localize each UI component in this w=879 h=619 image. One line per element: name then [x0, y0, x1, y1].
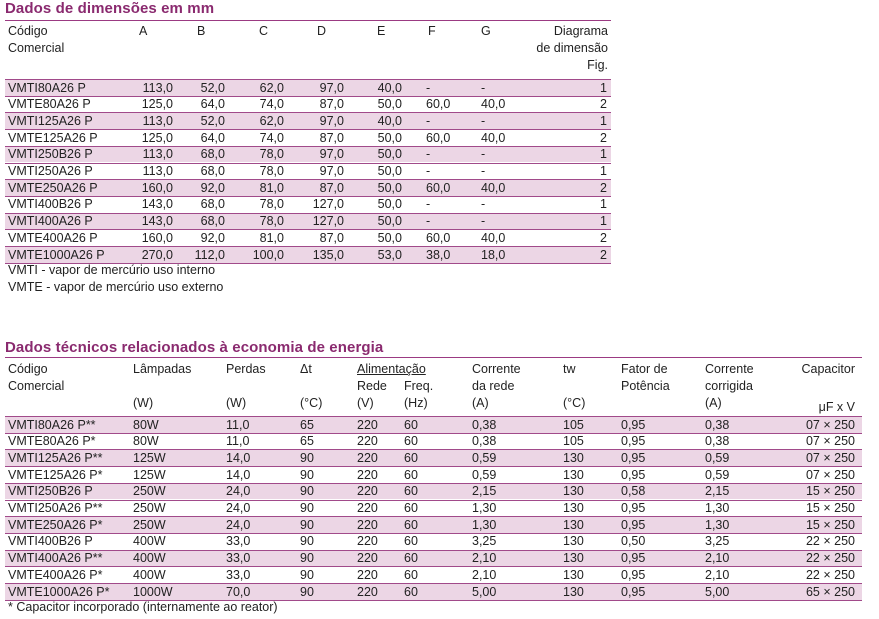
dim-header-code-2: Comercial: [8, 41, 65, 55]
tech-header-dt: Δt: [300, 362, 312, 376]
dim-cell-value: 50,0: [377, 164, 402, 178]
tech-cell-value: 90: [300, 534, 314, 549]
tech-header-corrigida-unit: (A): [705, 396, 722, 410]
tech-cell-value: 24,0: [226, 501, 251, 515]
dim-cell-value: 92,0: [200, 230, 225, 245]
dim-cell-value: -: [426, 113, 431, 128]
tech-cell-value: 70,0: [226, 584, 251, 599]
dim-header-b: B: [197, 24, 206, 38]
tech-cell-value: 400W: [133, 534, 166, 549]
tech-cell-value: 2,10: [472, 567, 497, 582]
tech-cell-value: 0,38: [705, 417, 730, 432]
tech-cell-value: 24,0: [226, 484, 251, 499]
dim-cell-value: 2: [600, 230, 607, 245]
dim-cell-value: 125,0: [141, 97, 173, 112]
tech-cell-value: 3,25: [705, 534, 730, 549]
tech-cell-value: 250W: [133, 484, 166, 499]
tech-cell-value: 0,38: [472, 417, 497, 432]
dim-cell-value: 81,0: [259, 180, 284, 195]
tech-cell-value: 125W: [133, 467, 166, 482]
tech-header-lamp-unit: (W): [133, 396, 154, 410]
tech-cell-value: 220: [357, 434, 378, 449]
dim-cell-value: 50,0: [377, 97, 402, 112]
tech-cell-value: 105: [563, 417, 584, 432]
dim-cell-value: 97,0: [319, 80, 344, 95]
dim-cell-value: 113,0: [142, 113, 173, 128]
dim-cell-value: -: [426, 197, 431, 212]
tech-cell-value: 60: [404, 450, 418, 465]
dim-cell-value: 38,0: [426, 247, 451, 262]
tech-cell-code: VMTI80A26 P**: [8, 417, 96, 432]
tech-cell-value: 0,95: [621, 467, 646, 482]
dim-cell-value: 60,0: [426, 97, 451, 112]
tech-cell-value: 0,38: [472, 434, 497, 449]
tech-cell-value: 90: [300, 484, 314, 499]
dim-cell-value: 40,0: [481, 230, 506, 245]
dim-header-d: D: [317, 24, 327, 38]
tech-cell-value: 5,00: [472, 584, 497, 599]
tech-cell-value: 0,95: [621, 417, 646, 432]
tech-cell-value: 130: [563, 551, 584, 566]
tech-cell-value: 33,0: [226, 551, 251, 566]
tech-cell-value: 15 × 250: [805, 517, 855, 532]
tech-cell-value: 0,59: [705, 467, 730, 482]
dim-cell-value: 50,0: [377, 130, 402, 145]
dim-cell-value: 1: [600, 197, 607, 212]
dim-cell-value: 2: [600, 97, 607, 112]
dimensions-title-rule: [5, 20, 611, 21]
tech-cell-value: 220: [357, 567, 378, 582]
tech-cell-value: 130: [563, 484, 584, 499]
dim-cell-value: 78,0: [259, 147, 284, 162]
dim-cell-value: 97,0: [319, 113, 344, 128]
dim-cell-value: 143,0: [141, 214, 173, 229]
tech-cell-value: 0,59: [472, 467, 497, 482]
dim-cell-value: 40,0: [481, 97, 506, 112]
tech-cell-value: 90: [300, 450, 314, 465]
dim-cell-value: 78,0: [259, 197, 284, 212]
tech-cell-value: 90: [300, 501, 314, 515]
dim-cell-value: 127,0: [312, 197, 344, 212]
dim-cell-value: -: [426, 147, 431, 162]
tech-header-alimentacao: Alimentação: [357, 362, 426, 376]
dim-cell-value: 113,0: [142, 80, 173, 95]
dim-cell-value: 125,0: [141, 130, 173, 145]
tech-cell-value: 5,00: [705, 584, 730, 599]
dim-cell-value: 1: [600, 164, 607, 178]
tech-cell-value: 2,15: [705, 484, 730, 499]
tech-cell-value: 2,15: [472, 484, 497, 499]
tech-cell-code: VMTI125A26 P**: [8, 450, 103, 465]
tech-cell-code: VMTE1000A26 P*: [8, 584, 110, 599]
tech-cell-code: VMTI250A26 P**: [8, 501, 103, 515]
tech-header-code: Código: [8, 362, 48, 376]
dim-cell-value: 50,0: [377, 197, 402, 212]
tech-header-corrigida: Corrente: [705, 362, 754, 376]
dim-note-vmte: VMTE - vapor de mercúrio uso externo: [8, 280, 224, 294]
tech-cell-value: 07 × 250: [805, 450, 855, 465]
tech-cell-value: 2,10: [705, 551, 730, 566]
dim-cell-value: 53,0: [377, 247, 402, 262]
tech-cell-value: 1,30: [705, 501, 730, 515]
dim-cell-value: 62,0: [259, 113, 284, 128]
dim-cell-value: 112,0: [194, 247, 225, 262]
tech-cell-code: VMTE80A26 P*: [8, 434, 96, 449]
tech-cell-value: 220: [357, 517, 378, 532]
tech-cell-value: 0,38: [705, 434, 730, 449]
tech-header-lamp: Lâmpadas: [133, 362, 192, 376]
dim-cell-value: 50,0: [377, 147, 402, 162]
tech-cell-value: 60: [404, 417, 418, 432]
tech-cell-value: 90: [300, 584, 314, 599]
dim-cell-value: 97,0: [319, 164, 344, 178]
tech-header-capacitor-unit: μF x V: [818, 400, 855, 414]
tech-cell-value: 11,0: [226, 417, 250, 432]
tech-cell-value: 60: [404, 567, 418, 582]
tech-cell-value: 220: [357, 450, 378, 465]
dim-cell-value: 1: [600, 80, 607, 95]
dim-cell-value: 40,0: [481, 180, 506, 195]
dim-header-diagram-2: de dimensão: [536, 41, 608, 55]
dim-header-g: G: [481, 24, 491, 38]
tech-cell-value: 60: [404, 484, 418, 499]
tech-header-corrente-unit: (A): [472, 396, 489, 410]
dim-cell-value: 52,0: [200, 113, 225, 128]
dim-cell-value: 64,0: [200, 97, 225, 112]
tech-cell-value: 250W: [133, 501, 166, 515]
tech-cell-value: 130: [563, 450, 584, 465]
dim-cell-value: 143,0: [141, 197, 173, 212]
tech-cell-value: 105: [563, 434, 584, 449]
dim-cell-value: 1: [600, 147, 607, 162]
tech-header-code-2: Comercial: [8, 379, 65, 393]
tech-cell-value: 0,59: [705, 450, 730, 465]
tech-header-perdas: Perdas: [226, 362, 266, 376]
dim-cell-value: -: [481, 147, 486, 162]
dim-cell-value: 68,0: [200, 164, 225, 178]
tech-cell-value: 220: [357, 417, 378, 432]
tech-header-freq-unit: (Hz): [404, 396, 428, 410]
dim-cell-code: VMTI400A26 P: [8, 214, 93, 229]
tech-cell-value: 11,0: [226, 434, 250, 449]
dim-cell-value: 81,0: [259, 230, 284, 245]
tech-cell-value: 1,30: [472, 517, 497, 532]
tech-cell-value: 33,0: [226, 534, 251, 549]
tech-cell-value: 250W: [133, 517, 166, 532]
dim-cell-code: VMTE1000A26 P: [8, 247, 105, 262]
dim-cell-value: 50,0: [377, 214, 402, 229]
tech-cell-value: 60: [404, 434, 418, 449]
dim-cell-value: 74,0: [259, 130, 284, 145]
dim-cell-value: 97,0: [319, 147, 344, 162]
dim-cell-value: 60,0: [426, 130, 451, 145]
dim-cell-value: 50,0: [377, 180, 402, 195]
dim-cell-code: VMTI250A26 P: [8, 164, 93, 178]
tech-header-tw: tw: [563, 362, 576, 376]
dim-cell-value: 64,0: [200, 130, 225, 145]
tech-cell-value: 15 × 250: [805, 501, 855, 515]
dim-cell-value: -: [481, 164, 486, 178]
dim-cell-value: 40,0: [377, 113, 402, 128]
technical-title: Dados técnicos relacionados à economia de energia: [5, 339, 384, 356]
dim-cell-value: 74,0: [259, 97, 284, 112]
tech-header-tw-unit: (°C): [563, 396, 586, 410]
tech-cell-value: 14,0: [226, 450, 251, 465]
tech-cell-value: 65 × 250: [805, 584, 855, 599]
dim-cell-value: -: [481, 113, 486, 128]
tech-cell-code: VMTI400B26 P: [8, 534, 93, 549]
dim-cell-value: -: [481, 197, 486, 212]
dim-cell-value: 135,0: [312, 247, 344, 262]
dim-cell-value: -: [426, 80, 431, 95]
dim-cell-value: -: [426, 214, 431, 229]
dim-cell-value: 87,0: [319, 180, 344, 195]
tech-cell-value: 15 × 250: [805, 484, 855, 499]
dimensions-title: Dados de dimensões em mm: [5, 0, 215, 17]
dim-cell-value: 270,0: [141, 247, 173, 262]
dim-cell-value: 87,0: [319, 130, 344, 145]
tech-cell-value: 60: [404, 467, 418, 482]
tech-cell-code: VMTI400A26 P**: [8, 551, 103, 566]
dim-cell-value: 113,0: [142, 164, 173, 178]
tech-header-rede: Rede: [357, 379, 387, 393]
dim-cell-value: 62,0: [259, 80, 284, 95]
dim-cell-value: 78,0: [259, 164, 284, 178]
tech-header-dt-unit: (°C): [300, 396, 323, 410]
tech-cell-value: 07 × 250: [805, 417, 855, 432]
dim-cell-value: 100,0: [252, 247, 284, 262]
dim-cell-code: VMTE400A26 P: [8, 230, 98, 245]
tech-header-perdas-unit: (W): [226, 396, 247, 410]
dim-cell-code: VMTI80A26 P: [8, 80, 86, 95]
tech-cell-value: 220: [357, 551, 378, 566]
tech-cell-value: 220: [357, 484, 378, 499]
tech-cell-value: 0,95: [621, 517, 646, 532]
dim-header-diagram: Diagrama: [553, 24, 608, 38]
tech-cell-value: 130: [563, 501, 584, 515]
tech-cell-value: 60: [404, 534, 418, 549]
tech-cell-value: 0,95: [621, 584, 646, 599]
dim-cell-value: 60,0: [426, 180, 451, 195]
tech-cell-value: 130: [563, 584, 584, 599]
tech-cell-value: 90: [300, 517, 314, 532]
dim-header-e: E: [377, 24, 386, 38]
tech-cell-code: VMTE400A26 P*: [8, 567, 103, 582]
dim-cell-value: 78,0: [259, 214, 284, 229]
dim-note-vmti: VMTI - vapor de mercúrio uso interno: [8, 263, 216, 277]
tech-cell-value: 0,95: [621, 434, 646, 449]
dim-cell-code: VMTE250A26 P: [8, 180, 98, 195]
tech-header-capacitor: Capacitor: [801, 362, 855, 376]
dim-header-fig: Fig.: [587, 58, 608, 72]
tech-cell-value: 130: [563, 534, 584, 549]
tech-cell-value: 220: [357, 584, 378, 599]
tech-header-corrente: Corrente: [472, 362, 521, 376]
tech-cell-value: 220: [357, 467, 378, 482]
dim-cell-value: 127,0: [312, 214, 344, 229]
tech-header-freq: Freq.: [404, 379, 434, 393]
tech-cell-value: 80W: [133, 417, 159, 432]
tech-cell-value: 60: [404, 501, 418, 515]
dim-cell-value: 87,0: [319, 97, 344, 112]
tech-cell-code: VMTI250B26 P: [8, 484, 93, 499]
tech-cell-value: 400W: [133, 567, 166, 582]
dim-header-f: F: [428, 24, 436, 38]
dim-cell-value: 160,0: [141, 230, 173, 245]
dim-cell-value: 40,0: [377, 80, 402, 95]
dim-header-a: A: [139, 24, 148, 38]
dim-cell-value: 92,0: [200, 180, 225, 195]
dim-cell-value: -: [426, 164, 431, 178]
tech-cell-value: 33,0: [226, 567, 251, 582]
tech-cell-value: 130: [563, 567, 584, 582]
tech-cell-code: VMTE250A26 P*: [8, 517, 103, 532]
dim-cell-code: VMTI125A26 P: [8, 113, 93, 128]
tech-cell-value: 220: [357, 534, 378, 549]
tech-cell-value: 65: [300, 417, 314, 432]
tech-cell-value: 0,95: [621, 501, 646, 515]
tech-cell-value: 14,0: [226, 467, 251, 482]
dim-cell-code: VMTI400B26 P: [8, 197, 93, 212]
tech-note-capacitor: * Capacitor incorporado (internamente ao reator): [8, 600, 278, 614]
tech-cell-value: 90: [300, 567, 314, 582]
tech-cell-value: 1000W: [133, 584, 173, 599]
dim-header-code: Código: [8, 24, 48, 38]
tech-header-corrigida-2: corrigida: [705, 379, 753, 393]
tech-cell-value: 125W: [133, 450, 166, 465]
dim-cell-value: -: [481, 214, 486, 229]
tech-cell-value: 0,59: [472, 450, 497, 465]
tech-cell-value: 90: [300, 551, 314, 566]
tech-header-fator-2: Potência: [621, 379, 670, 393]
dim-cell-value: -: [481, 80, 486, 95]
tech-cell-value: 60: [404, 517, 418, 532]
tech-cell-value: 07 × 250: [805, 434, 855, 449]
dim-cell-value: 113,0: [142, 147, 173, 162]
dim-cell-code: VMTE125A26 P: [8, 130, 98, 145]
tech-header-corrente-2: da rede: [472, 379, 515, 393]
dim-cell-value: 18,0: [481, 247, 506, 262]
dim-header-c: C: [259, 24, 269, 38]
tech-cell-value: 130: [563, 467, 584, 482]
tech-header-rede-unit: (V): [357, 396, 374, 410]
dim-cell-value: 68,0: [200, 214, 225, 229]
dim-cell-value: 40,0: [481, 130, 506, 145]
tech-cell-value: 22 × 250: [805, 551, 855, 566]
tech-cell-code: VMTE125A26 P*: [8, 467, 103, 482]
tech-cell-value: 2,10: [705, 567, 730, 582]
dim-cell-code: VMTE80A26 P: [8, 97, 91, 112]
tech-cell-value: 0,95: [621, 551, 646, 566]
dim-cell-value: 1: [600, 113, 607, 128]
dim-cell-value: 52,0: [200, 80, 225, 95]
tech-cell-value: 1,30: [472, 501, 497, 515]
tech-cell-value: 22 × 250: [805, 534, 855, 549]
dim-cell-value: 68,0: [200, 197, 225, 212]
tech-cell-value: 220: [357, 501, 378, 515]
tech-cell-value: 3,25: [472, 534, 497, 549]
dim-cell-value: 2: [600, 130, 607, 145]
tech-cell-value: 80W: [133, 434, 159, 449]
tech-cell-value: 0,95: [621, 450, 646, 465]
tech-cell-value: 24,0: [226, 517, 251, 532]
tech-cell-value: 90: [300, 467, 314, 482]
dim-cell-value: 87,0: [319, 230, 344, 245]
dim-cell-value: 1: [600, 214, 607, 229]
dim-cell-value: 60,0: [426, 230, 451, 245]
tech-cell-value: 2,10: [472, 551, 497, 566]
tech-cell-value: 1,30: [705, 517, 730, 532]
tech-cell-value: 60: [404, 584, 418, 599]
tech-cell-value: 60: [404, 551, 418, 566]
dim-cell-value: 2: [600, 247, 607, 262]
tech-cell-value: 0,95: [621, 567, 646, 582]
dim-cell-value: 68,0: [200, 147, 225, 162]
tech-cell-value: 130: [563, 517, 584, 532]
dim-cell-value: 2: [600, 180, 607, 195]
dim-cell-value: 160,0: [141, 180, 173, 195]
tech-cell-value: 0,58: [621, 484, 646, 499]
dim-cell-code: VMTI250B26 P: [8, 147, 93, 162]
tech-cell-value: 65: [300, 434, 314, 449]
tech-cell-value: 07 × 250: [805, 467, 855, 482]
tech-cell-value: 0,50: [621, 534, 646, 549]
dim-cell-value: 50,0: [377, 230, 402, 245]
tech-header-fator: Fator de: [621, 362, 668, 376]
tech-cell-value: 22 × 250: [805, 567, 855, 582]
tech-cell-value: 400W: [133, 551, 166, 566]
technical-title-rule: [5, 357, 862, 358]
